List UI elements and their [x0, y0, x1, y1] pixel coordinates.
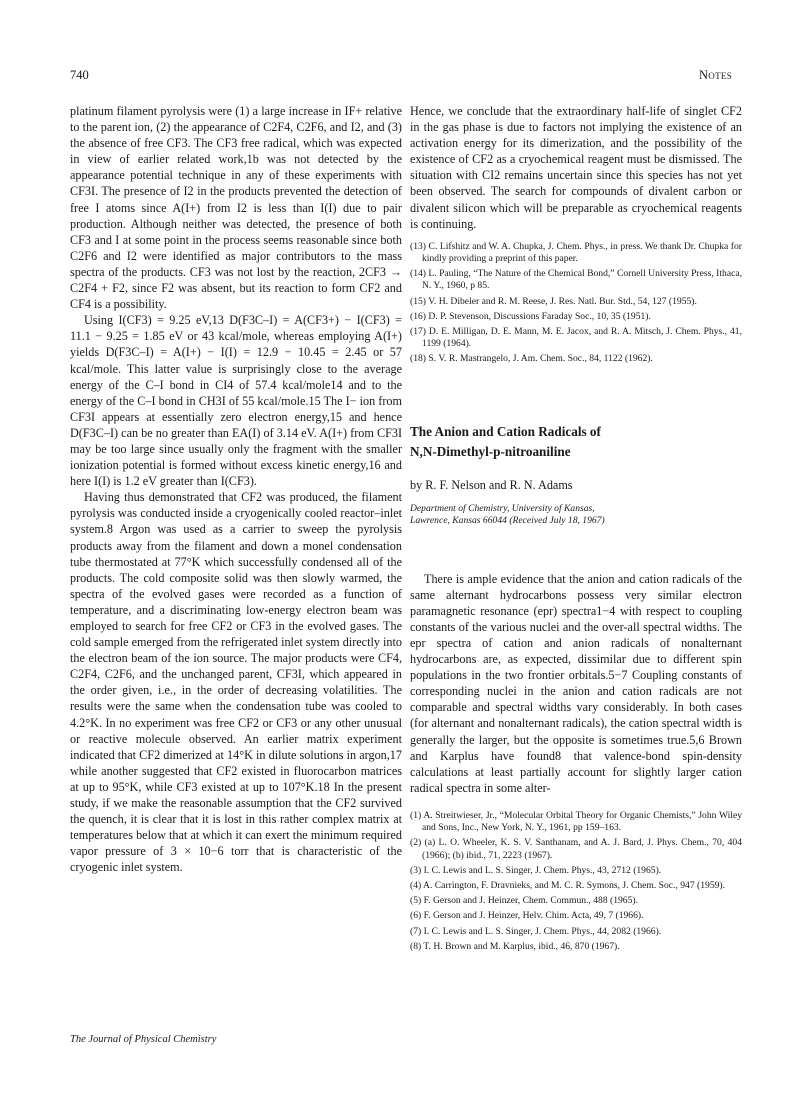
affiliation-line: Department of Chemistry, University of Kansas, [410, 502, 595, 514]
footnote-item: (2) (a) L. O. Wheeler, K. S. V. Santhanam, and A. J. Bard, J. Phys. Chem., 70, 404 (1966); (b) ibid., 71, 2223 (1967). [410, 837, 742, 861]
affiliation-line: Lawrence, Kansas 66044 (Received July 18, 1967) [410, 514, 605, 526]
reference-item: (13) C. Lifshitz and W. A. Chupka, J. Chem. Phys., in press. We thank Dr. Chupka for kindly providing a preprint of this paper. [410, 240, 742, 264]
reference-item: (18) S. V. R. Mastrangelo, J. Am. Chem. Soc., 84, 1122 (1962). [410, 353, 653, 365]
reference-item: (14) L. Pauling, “The Nature of the Chemical Bond,” Cornell University Press, Ithaca, N. Y., 1960, p 85. [410, 268, 742, 292]
footnote-item: (8) T. H. Brown and M. Karplus, ibid., 46, 870 (1967). [410, 940, 620, 952]
article-authors: by R. F. Nelson and R. N. Adams [410, 477, 573, 492]
article-title [410, 422, 742, 462]
article-title-line: The Anion and Cation Radicals of [410, 423, 601, 439]
body-paragraph: Using I(CF3) = 9.25 eV,13 D(F3C–I) = A(CF3+) − I(CF3) = 11.1 − 9.25 = 1.85 eV or 43 kcal/mole, whereas employing A(I+) yields D(F3C–I) = A(I+) − I(I) = 12.9 − 10.45 = 2.45 or 57 kcal/mole. This latter value is surprisingly close to the average energy of the C–I bond in CI4 of 57.4 kcal/mole14 and to the energy of the C–I bond in CH3I of 55 kcal/mole.15 The I− ion from CF3I appears at essentially zero electron energy,15 and hence D(F3C–I) can be no greater than EA(I) of 3.14 eV. A(I+) from CF3I may be too large since usually only the fragment with the smaller ionization potential is formed without excess kinetic energy,16 and here I(I) is 1.2 eV greater than I(CF3). [70, 313, 402, 489]
footnote-item: (5) F. Gerson and J. Heinzer, Chem. Commun., 488 (1965). [410, 895, 638, 907]
left-column [70, 103, 402, 876]
footnote-item: (6) F. Gerson and J. Heinzer, Helv. Chim. Acta, 49, 7 (1966). [410, 910, 644, 922]
article-body-paragraph: There is ample evidence that the anion and cation radicals of the same alternant hydrocarbons possess very similar electron paramagnetic resonance (epr) spectra1−4 with respect to coupling constants of the various nuclei and the over-all spectral widths. The epr spectra of cation and anion radicals of nonalternant hydrocarbons are, as expected, dissimilar due to different spin populations in the two frontier orbitals.5−7 Coupling constants of corresponding nuclei in the anion and cation radicals are not comparable and spectral widths vary considerably. In both cases (for alternant and nonalternant radicals), the cation spectral width is generally the larger, but the opposite is sometimes true.5,6 Brown and Karplus have found8 that valence-bond spin-density calculations at least partially account for slightly larger cation radical spectra in some alter- [410, 571, 742, 795]
running-head [70, 68, 732, 86]
footnote-item: (4) A. Carrington, F. Dravnieks, and M. C. R. Symons, J. Chem. Soc., 947 (1959). [410, 879, 726, 891]
section-name: Notes [698, 68, 732, 82]
article-affiliation [410, 503, 742, 527]
footnote-item: (1) A. Streitwieser, Jr., “Molecular Orbital Theory for Organic Chemists,” John Wiley and Sons, Inc., New York, N. Y., 1961, pp 159–163. [410, 809, 742, 834]
footnote-list [410, 810, 742, 953]
body-paragraph: Hence, we conclude that the extraordinary half-life of singlet CF2 in the gas phase is due to factors not implying the existence of an activation energy for its dimerization, and the possibility of the existence of CF2 as a cryochemical reagent must be dismissed. The situation with CI2 remains uncertain since this species has not yet been observed. The search for compounds of divalent carbon or divalent silicon which will be preparable as cryochemical reagents is continuing. [410, 104, 742, 231]
article-title-line: N,N-Dimethyl-p-nitroaniline [410, 443, 571, 459]
right-column [410, 103, 742, 956]
body-paragraph: platinum filament pyrolysis were (1) a large increase in IF+ relative to the parent ion, (2) the appearance of C2F4, C2F6, and I2, and (3) the absence of free CF3. The CF3 free radical, which was expected in view of earlier related work,1b was not detected by the appearance potential technique in any of these experiments with CF3I. The presence of I2 in the products prevented the detection of free I atoms since A(I+) from I2 is less than I(I) due to pair production. Although neither was detected, the presence of both CF3 and I at some point in the process seems reasonable since both C2F6 and I2 were identified as major contributors to the mass spectra of the products. CF3 was not lost by the reaction, 2CF3 → C2F4 + F2, since F2 was absent, but its reaction to form CF2 and CF4 is a possibility. [70, 104, 402, 312]
footnote-item: (7) I. C. Lewis and L. S. Singer, J. Chem. Phys., 44, 2082 (1966). [410, 925, 662, 937]
footnote-item: (3) I. C. Lewis and L. S. Singer, J. Chem. Phys., 43, 2712 (1965). [410, 864, 662, 876]
page-number: 740 [70, 68, 89, 82]
reference-item: (15) V. H. Dibeler and R. M. Reese, J. Res. Natl. Bur. Std., 54, 127 (1955). [410, 295, 697, 307]
reference-item: (16) D. P. Stevenson, Discussions Faraday Soc., 10, 35 (1951). [410, 310, 651, 322]
body-paragraph: Having thus demonstrated that CF2 was produced, the filament pyrolysis was conducted inside a cryogenically cooled reactor–inlet system.8 Argon was used as a carrier to sweep the pyrolysis products away from the filament and down a monel condensation tube thermostated at 77°K which successfully condensed all of the products. The cold composite solid was then slowly warmed, the spectra of the evolved gases were recorded as a function of temperature, and a discriminating low-energy electron beam was employed to search for free CF2 or CF3 in the evolved gases. The cold sample emerged from the refrigerated inlet system directly into the electron beam of the ion source. The major products were CF4, C2F4, C2F6, and the unchanged parent, CF3I, which appeared in the order given, i.e., in the order of decreasing volatilities. The results were the same when the condensation tube was cooled to 4.2°K. In no experiment was free CF2 or CF3 or any other unusual or reactive molecule observed. An earlier matrix experiment indicated that CF2 dimerized at 14°K in dilute solutions in argon,17 while another suggested that CF2 existed in fluorocarbon matrices at up to 95°K, while CF3 existed at up to 107°K.18 In the present study, if we make the reasonable assumption that the CF2 survived the quench, it is clear that it is lost in this rather complex matrix at temperatures below that at which it can exert the minimum required vapor pressure of 3 × 10−6 torr that is characteristic of the cryogenic inlet system. [70, 490, 402, 875]
journal-footer: The Journal of Physical Chemistry [70, 1034, 217, 1045]
reference-list [410, 241, 742, 366]
reference-item: (17) D. E. Milligan, D. E. Mann, M. E. Jacox, and R. A. Mitsch, J. Chem. Phys., 41, 1199 (1964). [410, 325, 742, 350]
